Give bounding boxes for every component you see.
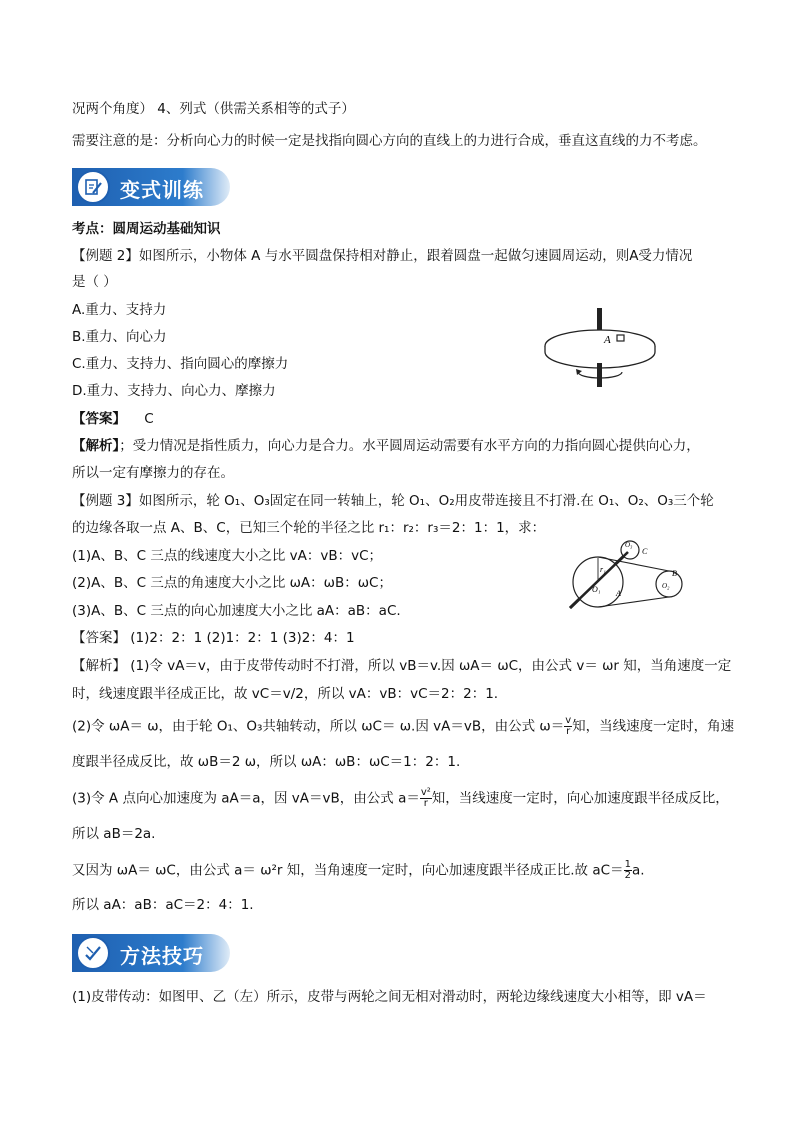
- answer-value: C: [144, 411, 154, 427]
- analysis-label: 【解析】: [72, 438, 120, 454]
- svg-text:C: C: [642, 547, 648, 556]
- belt-wheels-figure: [562, 536, 686, 616]
- ex3-answer: 【答案】 (1)2：2：1 (2)1：2：1 (3)2：4：1: [72, 630, 355, 646]
- intro-line-1: 况两个角度） 4、列式（供需关系相等的式子）: [72, 101, 355, 117]
- ex3-subquestion-3: (3)A、B、C 三点的向心加速度大小之比 aA：aB：aC.: [72, 603, 401, 619]
- ex2-analysis-line-2: 所以一定有摩擦力的存在。: [72, 465, 234, 481]
- answer-label: 【答案】: [72, 411, 126, 427]
- ex3-solution-4: 又因为 ωA＝ ωC，由公式 a＝ ω²r 知，当角速度一定时，向心加速度跟半径成正比.故 aC＝ $\frac{1}{2}$ a.: [72, 859, 645, 881]
- fraction-v-over-r: $\frac{v}{r}$: [565, 715, 572, 737]
- ex3-solution-5: 所以 aA：aB：aC＝2：4：1.: [72, 897, 254, 913]
- ex2-question-line-1: 【例题 2】如图所示，小物体 A 与水平圆盘保持相对静止，跟着圆盘一起做匀速圆周运动，则A受力情况: [72, 248, 693, 264]
- banner-title: 变式训练: [120, 178, 204, 202]
- intro-line-2: 需要注意的是：分析向心力的时候一定是找指向圆心方向的直线上的力进行合成，垂直这直线的力不考虑。: [72, 133, 707, 149]
- ex3-question-line-2: 的边缘各取一点 A、B、C，已知三个轮的半径之比 r₁：r₂：r₃＝2：1：1，求：: [72, 520, 546, 536]
- pencil-check-icon: [76, 936, 110, 970]
- svg-text:O₁: O₁: [592, 585, 601, 594]
- ex3-subquestion-1: (1)A、B、C 三点的线速度大小之比 vA：vB：vC；: [72, 548, 383, 564]
- ex3-solution-3b: 所以 aB＝2a.: [72, 826, 156, 842]
- svg-text:O₂: O₂: [662, 582, 670, 590]
- ex3-solution-3a: (3)令 A 点向心加速度为 aA＝a，因 vA＝vB，由公式 a＝ $\frac{\text{v²}}{r}$ 知，当线速度一定时，向心加速度跟半径成反比，: [72, 787, 729, 809]
- fraction-v2-over-r: $\frac{\text{v²}}{r}$: [420, 787, 431, 809]
- svg-text:B: B: [672, 569, 677, 578]
- section-banner-variant-training: [72, 168, 230, 206]
- svg-text:O₃: O₃: [625, 541, 633, 549]
- pencil-paper-icon: [76, 170, 110, 204]
- ex2-option-c: C.重力、支持力、指向圆心的摩擦力: [72, 356, 289, 372]
- ex3-solution-2a: (2)令 ωA＝ ω，由于轮 O₁、O₃共轴转动，所以 ωC＝ ω.因 vA＝vB，由公式 ω＝ $\frac{v}{r}$ 知，当线速度一定时，角速: [72, 715, 735, 737]
- section-banner-method-tips: [72, 934, 230, 972]
- ex2-question-line-2: 是（ ）: [72, 274, 117, 290]
- kaodian-label: 考点：圆周运动基础知识: [72, 221, 221, 237]
- fraction-one-half: $\frac{1}{2}$: [624, 859, 631, 881]
- method-line-1: (1)皮带传动：如图甲、乙（左）所示，皮带与两轮之间无相对滑动时，两轮边缘线速度大小相等，即 vA＝: [72, 989, 707, 1005]
- ex2-analysis-line-1: 【解析】；受力情况是指性质力，向心力是合力。水平圆周运动需要有水平方向的力指向圆心提供向心力，: [72, 438, 700, 454]
- ex3-question-line-1: 【例题 3】如图所示，轮 O₁、O₃固定在同一转轴上，轮 O₁、O₂用皮带连接且不打滑.在 O₁、O₂、O₃三个轮: [72, 493, 714, 509]
- ex3-solution-1a: 【解析】 (1)令 vA＝v，由于皮带传动时不打滑，所以 vB＝v.因 ωA＝ ωC，由公式 v＝ ωr 知，当角速度一定: [72, 658, 732, 674]
- ex3-subquestion-2: (2)A、B、C 三点的角速度大小之比 ωA：ωB：ωC；: [72, 575, 392, 591]
- ex2-option-b: B.重力、向心力: [72, 329, 167, 345]
- ex3-solution-1b: 时，线速度跟半径成正比，故 vC＝v/2，所以 vA：vB：vC＝2：2：1.: [72, 686, 499, 702]
- svg-text:A: A: [616, 589, 621, 598]
- ex3-solution-2b: 度跟半径成反比，故 ωB＝2 ω，所以 ωA：ωB：ωC＝1：2：1.: [72, 754, 461, 770]
- svg-text:r₁: r₁: [600, 565, 606, 574]
- disc-object-label: A: [604, 334, 611, 346]
- banner-title: 方法技巧: [120, 944, 204, 968]
- ex2-answer: [72, 409, 154, 429]
- ex2-option-d: D.重力、支持力、向心力、摩擦力: [72, 383, 276, 399]
- rotating-disc-figure: [540, 308, 666, 390]
- ex2-option-a: A.重力、支持力: [72, 302, 167, 318]
